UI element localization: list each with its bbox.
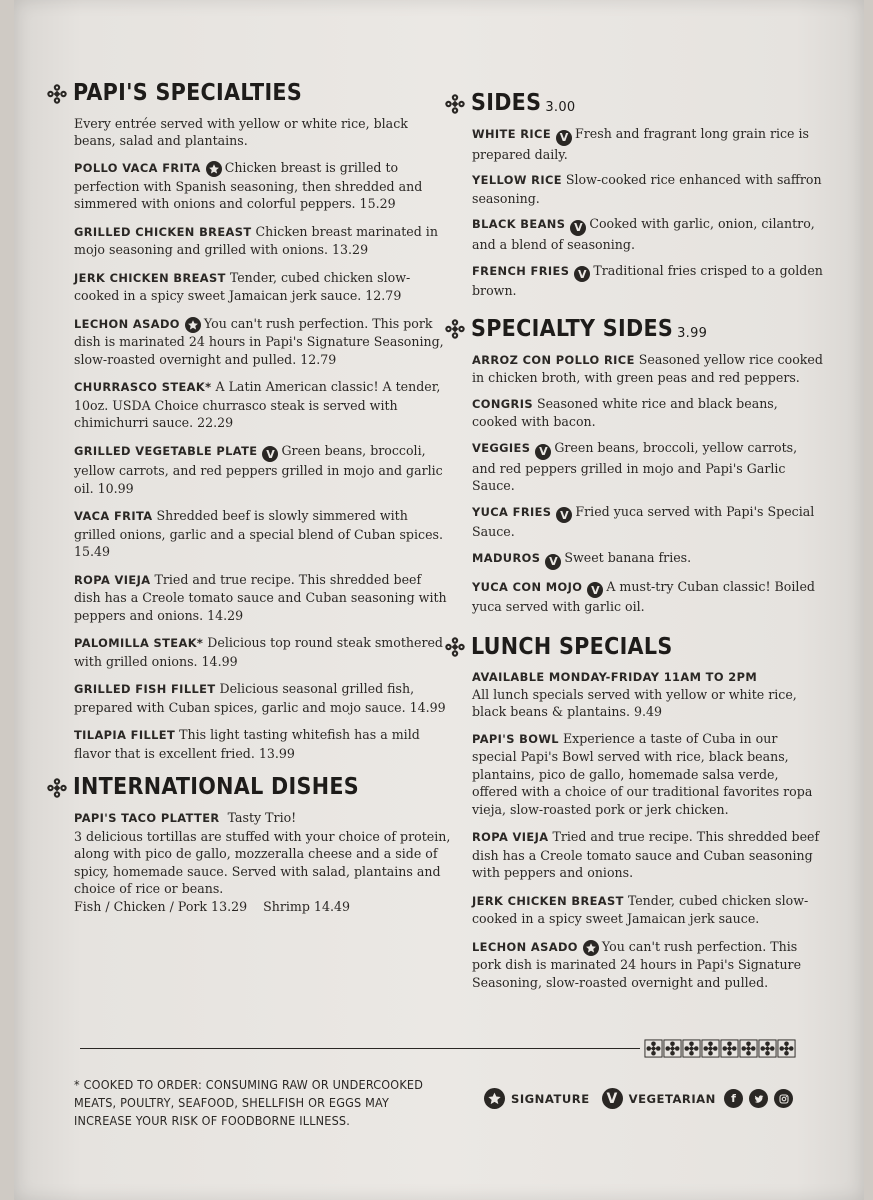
item-description: Sweet banana fries. (564, 549, 692, 565)
menu-page (14, 0, 864, 1200)
decorative-tiles (644, 1039, 796, 1058)
item-name: CONGRIS (472, 396, 533, 411)
item-name: FRENCH FRIES (472, 263, 570, 278)
item-description: Fried yuca served with Papi's Special Sauce. (472, 503, 815, 540)
item-name: PAPI'S TACO PLATTER (74, 811, 220, 826)
lunch-intro-text: All lunch specials served with yellow or white rice, black beans & plantains. 9.49 (472, 686, 797, 719)
flourish-icon (444, 636, 466, 658)
menu-item (46, 269, 451, 305)
item-name: VACA FRITA (74, 509, 153, 524)
item-name: PAPI'S BOWL (472, 731, 559, 746)
menu-item (444, 262, 824, 300)
section-specialties-title (46, 82, 451, 105)
menu-item (46, 378, 451, 432)
facebook-icon[interactable]: f (724, 1089, 743, 1108)
tile-ornament-icon (758, 1039, 777, 1058)
tile-ornament-icon (739, 1039, 758, 1058)
item-name: POLLO VACA FRITA (74, 161, 201, 175)
menu-item (46, 809, 451, 915)
item-description: A Latin American classic! A tender, 10oz. USDA Choice churrasco steak is served with chimichurri sauce. 22.29 (74, 379, 441, 430)
item-description: Tender, cubed chicken slow-cooked in a spicy sweet Jamaican jerk sauce. (472, 892, 809, 927)
tile-ornament-icon (644, 1039, 663, 1058)
menu-item (46, 159, 451, 213)
item-name: LECHON ASADO (74, 316, 180, 331)
section-title-text: INTERNATIONAL DISHES (73, 774, 359, 801)
item-description: 3 delicious tortillas are stuffed with your choice of protein, along with pico de gallo, mozzeralla cheese and a side of spicy, homemade sauce. Served with salad, plantains and choice of rice or beans. (74, 828, 451, 897)
item-name: ARROZ CON POLLO RICE (472, 352, 635, 367)
vegetarian-v-icon: V (556, 130, 572, 146)
specialties-list (46, 159, 451, 762)
item-description: Traditional fries crisped to a golden brown. (472, 262, 823, 299)
menu-item (46, 680, 451, 716)
vegetarian-v-icon: V (556, 507, 572, 523)
signature-star-icon (206, 161, 222, 177)
vegetarian-v-icon: V (545, 554, 561, 570)
item-description: Chicken breast marinated in mojo seasoning and grilled with onions. 13.29 (74, 223, 438, 257)
legend-vegetarian-label: VEGETARIAN (628, 1091, 716, 1106)
flourish-icon (444, 318, 466, 340)
vegetarian-v-icon: V (602, 1088, 623, 1109)
item-description: Slow-cooked rice enhanced with saffron seasoning. (472, 172, 822, 206)
section-international-title (46, 776, 451, 799)
item-name: LECHON ASADO (472, 939, 578, 954)
signature-star-icon (185, 317, 201, 333)
vegetarian-v-icon: V (587, 582, 603, 598)
item-description: Seasoned yellow rice cooked in chicken broth, with green peas and red peppers. (472, 351, 823, 386)
section-title-text: SIDES (471, 90, 542, 116)
price-shrimp: Shrimp 14.49 (263, 898, 350, 914)
item-description: Green beans, broccoli, yellow carrots, and red peppers grilled in mojo and garlic oil. 10.99 (74, 442, 443, 496)
tile-ornament-icon (701, 1039, 720, 1058)
sides-list (444, 125, 824, 300)
vegetarian-v-icon: V (570, 220, 586, 236)
section-sides-title (444, 92, 824, 115)
menu-item (46, 507, 451, 561)
legend-signature-label: SIGNATURE (511, 1091, 590, 1106)
menu-item (444, 351, 824, 387)
item-name: PALOMILLA STEAK* (74, 636, 204, 651)
menu-item (46, 634, 451, 670)
raw-food-disclaimer: * COOKED TO ORDER: CONSUMING RAW OR UNDERCOOKED MEATS, POULTRY, SEAFOOD, SHELLFISH OR EGGS MAY INCREASE YOUR RISK OF FOODBORNE ILLNESS. (74, 1077, 424, 1128)
menu-item (444, 892, 824, 928)
item-description: Tender, cubed chicken slow-cooked in a spicy sweet Jamaican jerk sauce. 12.79 (74, 269, 411, 303)
item-name: MADUROS (472, 550, 541, 565)
item-description: You can't rush perfection. This pork dish is marinated 24 hours in Papi's Signature Seasoning, slow-roasted overnight and pulled. (472, 938, 802, 990)
menu-item (444, 439, 824, 495)
menu-item (444, 395, 824, 431)
menu-item (46, 223, 451, 259)
item-description: You can't rush perfection. This pork dish is marinated 24 hours in Papi's Signature Seasoning, slow-roasted overnight and pulled. 12.79 (74, 315, 444, 367)
item-description: Green beans, broccoli, yellow carrots, and red peppers grilled in mojo and Papi's Garlic Sauce. (472, 439, 798, 493)
tile-ornament-icon (720, 1039, 739, 1058)
vegetarian-v-icon: V (262, 446, 278, 462)
item-name: VEGGIES (472, 440, 531, 455)
item-description: Chicken breast is grilled to perfection with Spanish seasoning, then shredded and simmered with onions and colorful peppers. 15.29 (74, 160, 423, 211)
menu-item (46, 726, 451, 762)
item-description: Delicious seasonal grilled fish, prepared with Cuban spices, garlic and mojo sauce. 14.99 (74, 681, 446, 715)
badge-legend (484, 1088, 728, 1109)
lunch-intro (444, 669, 824, 720)
section-title-text: SPECIALTY SIDES (471, 315, 674, 342)
specialty-sides-list (444, 351, 824, 616)
item-name: WHITE RICE (472, 127, 552, 141)
item-name: BLACK BEANS (472, 217, 566, 232)
tile-ornament-icon (777, 1039, 796, 1058)
item-name: YUCA CON MOJO (472, 579, 583, 594)
item-name: GRILLED FISH FILLET (74, 682, 216, 697)
flourish-icon (46, 777, 68, 799)
footer-divider (80, 1048, 640, 1049)
item-name: ROPA VIEJA (472, 830, 549, 845)
section-title-text: LUNCH SPECIALS (471, 633, 673, 660)
item-description: Shredded beef is slowly simmered with grilled onions, garlic and a special blend of Cuban spices. 15.49 (74, 508, 443, 560)
item-name: YELLOW RICE (472, 173, 562, 188)
menu-item (46, 315, 451, 369)
menu-item (444, 938, 824, 992)
item-description: Fresh and fragrant long grain rice is prepared daily. (472, 126, 810, 162)
lunch-availability: AVAILABLE MONDAY-FRIDAY 11AM TO 2PM (472, 669, 758, 684)
vegetarian-v-icon: V (574, 266, 590, 282)
section-price: 3.00 (545, 100, 576, 115)
section-price: 3.99 (677, 325, 708, 341)
lunch-list (444, 730, 824, 992)
item-description: Seasoned white rice and black beans, cooked with bacon. (472, 395, 778, 430)
item-description: Tried and true recipe. This shredded beef dish has a Creole tomato sauce and Cuban seasoning with peppers and onions. 14.29 (74, 571, 447, 623)
menu-item (444, 503, 824, 541)
section-specialty-sides-title (444, 315, 824, 342)
menu-item (444, 549, 824, 570)
section-title-text: PAPI'S SPECIALTIES (73, 80, 303, 106)
item-tagline: Tasty Trio! (227, 810, 297, 826)
menu-item (444, 578, 824, 616)
social-links (724, 1089, 793, 1108)
signature-star-icon (484, 1088, 505, 1109)
flourish-icon (444, 93, 466, 115)
right-column (444, 92, 824, 1001)
left-column (46, 82, 451, 925)
menu-item (444, 730, 824, 819)
menu-item (444, 171, 824, 207)
item-name: CHURRASCO STEAK* (74, 380, 212, 394)
item-description: Tried and true recipe. This shredded beef dish has a Creole tomato sauce and Cuban seasoning with peppers and onions. (472, 829, 820, 881)
tile-ornament-icon (663, 1039, 682, 1058)
specialties-intro: Every entrée served with yellow or white rice, black beans, salad and plantains. (74, 116, 408, 148)
item-name: GRILLED VEGETABLE PLATE (74, 443, 258, 458)
tile-ornament-icon (682, 1039, 701, 1058)
item-name: TILAPIA FILLET (74, 728, 176, 743)
item-name: JERK CHICKEN BREAST (472, 893, 624, 908)
price-fish-chicken-pork: Fish / Chicken / Pork 13.29 (74, 898, 248, 914)
menu-item (46, 571, 451, 625)
menu-item (46, 442, 451, 498)
menu-item (444, 125, 824, 163)
item-description: Experience a taste of Cuba in our special Papi's Bowl served with rice, black beans, plantains, pico de gallo, homemade salsa verde, offered with a choice of our traditional favorites ropa vieja, slow-roasted pork or jerk chicken. (472, 730, 813, 817)
item-name: ROPA VIEJA (74, 572, 151, 587)
item-description: Delicious top round steak smothered with grilled onions. 14.99 (74, 635, 443, 669)
instagram-icon[interactable] (774, 1089, 793, 1108)
signature-star-icon (583, 940, 599, 956)
item-name: YUCA FRIES (472, 504, 552, 519)
item-name: JERK CHICKEN BREAST (74, 270, 226, 285)
menu-item (444, 828, 824, 882)
item-description: A must-try Cuban classic! Boiled yuca served with garlic oil. (472, 578, 815, 615)
section-lunch-title (444, 633, 824, 660)
item-description: This light tasting whitefish has a mild flavor that is excellent fried. 13.99 (74, 727, 420, 761)
flourish-icon (46, 83, 68, 105)
twitter-icon[interactable] (749, 1089, 768, 1108)
item-description: Cooked with garlic, onion, cilantro, and a blend of seasoning. (472, 216, 815, 252)
vegetarian-v-icon: V (535, 444, 551, 460)
item-name: GRILLED CHICKEN BREAST (74, 224, 252, 239)
menu-item (444, 215, 824, 253)
